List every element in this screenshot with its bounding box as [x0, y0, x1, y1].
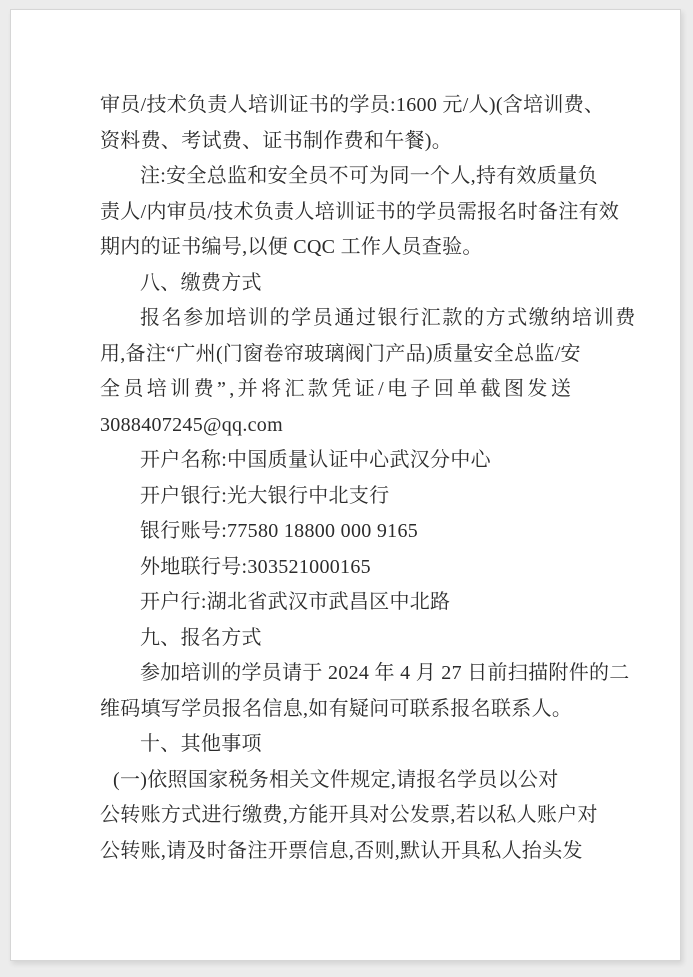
document-page — [10, 9, 681, 961]
document-line: 注:安全总监和安全员不可为同一个人,持有效质量负 — [140, 165, 598, 187]
document-line: 开户名称:中国质量认证中心武汉分中心 — [140, 449, 491, 471]
document-line: 外地联行号:303521000165 — [140, 555, 371, 578]
document-line: 审员/技术负责人培训证书的学员:1600 元/人)(含培训费、 — [100, 94, 605, 116]
document-email-line: 3088407245@qq.com — [100, 413, 283, 436]
document-text-block — [100, 88, 637, 869]
document-line: 开户银行:光大银行中北支行 — [140, 484, 390, 507]
document-section-heading: 九、报名方式 — [140, 626, 262, 649]
document-line: 公转账,请及时备注开票信息,否则,默认开具私人抬头发 — [100, 839, 583, 862]
document-line: 责人/内审员/技术负责人培训证书的学员需报名时备注有效 — [100, 200, 620, 223]
document-line: 资料费、考试费、证书制作费和午餐)。 — [100, 129, 453, 152]
document-line: 公转账方式进行缴费,方能开具对公发票,若以私人账户对 — [100, 804, 598, 826]
document-line: 银行账号:77580 18800 000 9165 — [140, 520, 419, 542]
document-line: 用,备注“广州(门窗卷帘玻璃阀门产品)质量安全总监/安 — [100, 342, 581, 365]
document-line: 报名参加培训的学员通过银行汇款的方式缴纳培训费 — [140, 307, 637, 329]
document-line: 维码填写学员报名信息,如有疑问可联系报名联系人。 — [100, 697, 573, 720]
document-line: (一)依照国家税务相关文件规定,请报名学员以公对 — [113, 768, 559, 791]
document-line: 全员培训费”,并将汇款凭证/电子回单截图发送 — [100, 378, 575, 400]
document-line: 期内的证书编号,以便 CQC 工作人员查验。 — [100, 236, 483, 258]
document-line: 开户行:湖北省武汉市武昌区中北路 — [140, 591, 451, 613]
document-section-heading: 八、缴费方式 — [140, 271, 262, 294]
document-line: 参加培训的学员请于 2024 年 4 月 27 日前扫描附件的二 — [140, 662, 630, 684]
document-section-heading: 十、其他事项 — [140, 733, 262, 755]
